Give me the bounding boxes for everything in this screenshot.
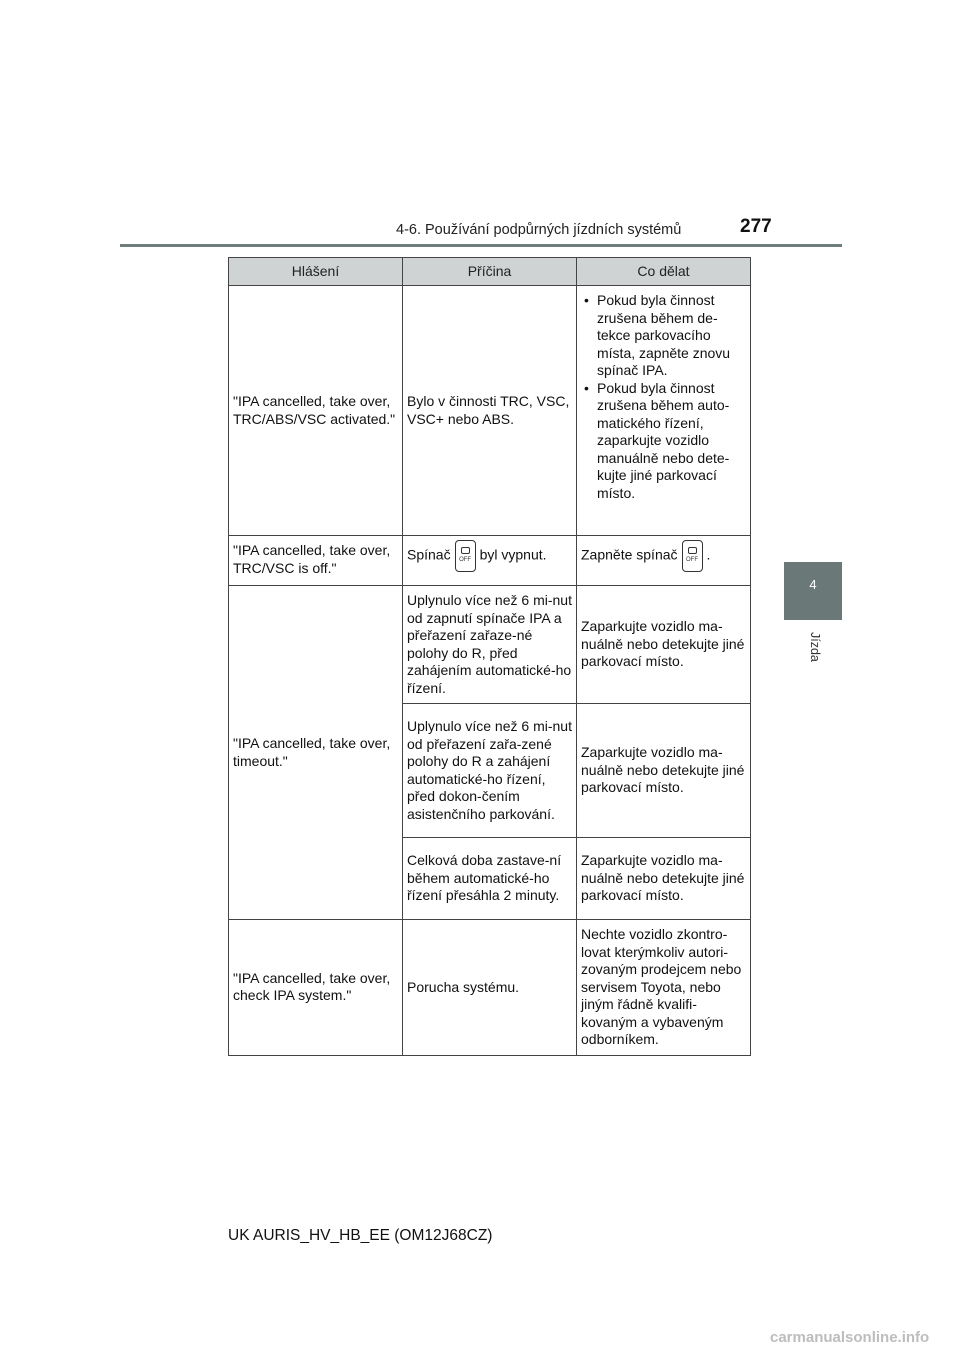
message-cell: "IPA cancelled, take over, TRC/VSC is off." (229, 536, 403, 586)
cause-text: byl vypnut. (479, 546, 547, 563)
message-cell: "IPA cancelled, take over, check IPA system." (229, 920, 403, 1056)
table-row (229, 536, 751, 586)
action-cell: Nechte vozidlo zkontro-lovat kterýmkoliv autori-zovaným prodejcem nebo servisem Toyota, nebo jiným řádně kvalifi-kovaným a vybaveným odborníkem. (577, 920, 751, 1056)
ipa-switch-icon: OFF (455, 540, 476, 572)
action-cell: Zaparkujte vozidlo ma-nuálně nebo detekujte jiné parkovací místo. (577, 586, 751, 704)
chapter-tab[interactable]: 4 (784, 562, 842, 620)
section-title: 4-6. Používání podpůrných jízdních systémů (396, 222, 682, 238)
action-list (581, 292, 746, 502)
action-text: . (706, 546, 711, 563)
chapter-label: Jízda (808, 632, 822, 662)
action-cell: Zaparkujte vozidlo ma-nuálně nebo detekujte jiné parkovací místo. (577, 838, 751, 920)
table-row (229, 586, 751, 704)
cause-cell: Celková doba zastave-ní během automatické-ho řízení přesáhla 2 minuty. (403, 838, 577, 920)
cause-cell: Uplynulo více než 6 mi-nut od přeřazení zařa-zené polohy do R a zahájení automatické-ho řízení, před dokon-čením asistenčního parkování. (403, 704, 577, 838)
cause-cell: Porucha systému. (403, 920, 577, 1056)
cause-cell (403, 536, 577, 586)
message-table (228, 257, 751, 1056)
table-row (229, 286, 751, 536)
cause-cell: Bylo v činnosti TRC, VSC, VSC+ nebo ABS. (403, 286, 577, 536)
ipa-switch-icon: OFF (682, 540, 703, 572)
table-row (229, 920, 751, 1056)
cause-cell: Uplynulo více než 6 mi-nut od zapnutí spínače IPA a přeřazení zařaze-né polohy do R, před zahájením automatické-ho řízení. (403, 586, 577, 704)
message-cell: "IPA cancelled, take over, timeout." (229, 586, 403, 920)
page-number: 277 (740, 216, 772, 237)
action-cell: Zaparkujte vozidlo ma-nuálně nebo detekujte jiné parkovací místo. (577, 704, 751, 838)
watermark: carmanualsonline.info (770, 1329, 930, 1346)
action-cell (577, 286, 751, 536)
action-item: • Pokud byla činnost zrušena během auto-matického řízení, zaparkujte vozidlo manuálně nebo dete-kujte jiné parkovací místo. (581, 380, 746, 503)
action-text: Zapněte spínač (581, 546, 678, 563)
cause-text: Spínač (407, 546, 451, 563)
header-divider (120, 244, 842, 247)
message-cell: "IPA cancelled, take over, TRC/ABS/VSC activated." (229, 286, 403, 536)
action-item: • Pokud byla činnost zrušena během de-tekce parkovacího místa, zapněte znovu spínač IPA. (581, 292, 746, 380)
column-header-cause: Příčina (403, 258, 577, 286)
column-header-message: Hlášení (229, 258, 403, 286)
action-cell (577, 536, 751, 586)
page-header (120, 214, 840, 246)
table-header-row (229, 258, 751, 286)
document-id: UK AURIS_HV_HB_EE (OM12J68CZ) (228, 1227, 493, 1244)
column-header-action: Co dělat (577, 258, 751, 286)
